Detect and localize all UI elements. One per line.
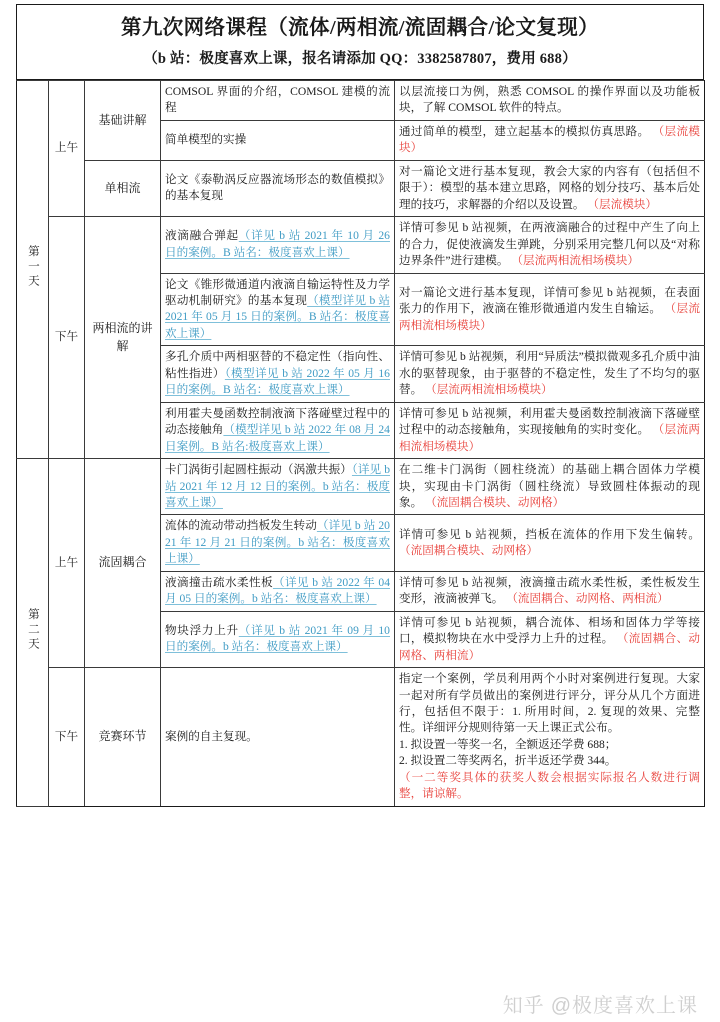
topic-cell-single-phase <box>85 160 161 216</box>
item-text: 物块浮力上升 <box>165 623 239 637</box>
halfday-cell-morning-day1 <box>49 81 85 217</box>
item-link[interactable]: （详见 b 站 2021 年 09 月 10 日的案例。b 站名：极度喜欢上课） <box>165 623 390 654</box>
desc-text: 详情可参见 b 站视频，挡板在流体的作用下发生偏转。 <box>399 527 700 541</box>
item-text: 论文《泰勒涡反应器流场形态的数值模拟》的基本复现 <box>165 173 390 203</box>
item-link[interactable]: （详见 b 站 2021 年 10 月 26 日的案例。B 站名：极度喜欢上课） <box>165 229 390 259</box>
desc-cell <box>395 611 705 667</box>
table-row <box>17 459 705 515</box>
day-label: 第二天 <box>26 607 40 652</box>
day-label: 第一天 <box>26 244 40 289</box>
desc-cell <box>395 668 705 807</box>
table-row <box>17 668 705 807</box>
page-title: 第九次网络课程（流体/两相流/流固耦合/论文复现） <box>120 16 600 39</box>
item-cell <box>161 81 395 121</box>
item-cell <box>161 217 395 273</box>
halfday-cell-afternoon-day2 <box>49 668 85 807</box>
item-cell <box>161 160 395 216</box>
desc-text: 以层流接口为例，熟悉 COMSOL 的操作界面以及功能板块，了解 COMSOL 软件的特点。 <box>399 85 700 115</box>
module-tag: （流固耦合模块、动网格） <box>425 495 565 509</box>
halfday-label: 上午 <box>54 555 79 569</box>
module-tag: （层流模块） <box>587 197 657 211</box>
table-row <box>17 81 705 121</box>
module-tag: （层流两相流相场模块） <box>425 383 553 397</box>
halfday-label: 下午 <box>54 330 79 344</box>
item-text: COMSOL 界面的介绍，COMSOL 建模的流程 <box>165 85 390 115</box>
day-cell-day1 <box>17 81 49 459</box>
page-subtitle: （b 站：极度喜欢上课，报名请添加 QQ：3382587807，费用 688） <box>143 51 577 68</box>
item-cell <box>161 346 395 402</box>
desc-cell <box>395 515 705 571</box>
document-header <box>16 4 704 80</box>
item-text: 利用霍夫曼函数控制液滴下落碰壁过程中的动态接触角 <box>165 406 390 437</box>
desc-cell <box>395 402 705 458</box>
desc-text: 详情可参见 b 站视频，利用“异质法”模拟微观多孔介质中油水的驱替现象，由于驱替的不稳定性，发生了不均匀的驱替。 <box>399 350 700 397</box>
module-tag: （层流两相流相场模块） <box>399 423 700 453</box>
desc-cell <box>395 273 705 346</box>
module-tag: （一二等奖具体的获奖人数会根据实际报名人数进行调整，请谅解。 <box>399 770 700 801</box>
desc-cell <box>395 346 705 402</box>
watermark <box>503 989 698 1018</box>
item-link[interactable]: （详见 b 站 2021 年 12 月 21 日的案例。b 站名：极度喜欢上课） <box>165 519 390 566</box>
topic-cell-basic <box>85 81 161 161</box>
item-text: 液滴撞击疏水柔性板 <box>165 575 273 589</box>
topic-label: 单相流 <box>104 180 141 195</box>
desc-text: 对一篇论文进行基本复现，教会大家的内容有（包括但不限于）：模型的基本建立思路，网格的划分技巧、基本后处理的技巧，求解器的介绍以及设置。 <box>399 164 700 211</box>
topic-label: 两相流的讲解 <box>92 321 153 353</box>
module-tag: （层流模块） <box>399 124 700 155</box>
item-text: 论文《锥形微通道内液滴自输运特性及力学驱动机制研究》的基本复现 <box>165 277 390 307</box>
desc-text: 详情可参见 b 站视频，利用霍夫曼函数控制液滴下落碰壁过程中的动态接触角，实现接触角的实时变化。 <box>399 406 700 437</box>
item-text: 流体的流动带动挡板发生转动 <box>165 519 317 533</box>
desc-paragraph-2: 1. 拟设置一等奖一名，全额返还学费 688； <box>399 737 617 751</box>
item-cell <box>161 571 395 611</box>
item-text: 简单模型的实操 <box>165 133 247 147</box>
desc-cell <box>395 459 705 515</box>
module-tag: （层流两相流相场模块） <box>399 302 700 332</box>
item-text: 多孔介质中两相驱替的不稳定性（指向性、粘性指进） <box>165 350 390 380</box>
topic-cell-two-phase <box>85 217 161 459</box>
item-cell <box>161 611 395 667</box>
item-link[interactable]: （详见 b 站 2022 年 04 月 05 日的案例。b 站名：极度喜欢上课） <box>165 575 390 606</box>
topic-label: 流固耦合 <box>98 555 147 570</box>
table-row <box>17 160 705 216</box>
item-text: 液滴融合弹起 <box>165 229 239 243</box>
halfday-cell-afternoon-day1 <box>49 217 85 459</box>
desc-paragraph-3: 2. 拟设置二等奖两名，折半返还学费 344。 <box>399 754 617 768</box>
module-tag: （流固耦合模块、动网格） <box>399 544 539 558</box>
desc-text: 详情可参见 b 站视频，液滴撞击疏水柔性板，柔性板发生变形，液滴被弹飞。 <box>399 575 700 606</box>
topic-label: 竞赛环节 <box>98 729 147 744</box>
item-text: 案例的自主复现。 <box>165 729 258 743</box>
module-tag: （流固耦合、动网格、两相流） <box>399 632 700 662</box>
item-cell <box>161 459 395 515</box>
desc-cell <box>395 120 705 160</box>
desc-cell <box>395 217 705 273</box>
module-tag: （层流两相流相场模块） <box>511 254 639 268</box>
topic-label: 基础讲解 <box>98 112 147 127</box>
halfday-label: 下午 <box>54 729 79 743</box>
desc-text: 详情可参见 b 站视频，在两液滴融合的过程中产生了向上的合力，促使液滴发生弹跳，分别采用完整几何以及“对称边界条件”进行建模。 <box>399 221 700 268</box>
desc-cell <box>395 81 705 121</box>
item-cell <box>161 120 395 160</box>
item-link[interactable]: （模型详见 b 站 2021 年 05 月 15 日的案例。B 站名：极度喜欢上课） <box>165 293 390 340</box>
item-link[interactable]: （模型详见 b 站 2022 年 05 月 16 日的案例。B 站名：极度喜欢上课） <box>165 366 390 397</box>
desc-text: 在二维卡门涡街（圆柱绕流）的基础上耦合固体力学模块，实现由卡门涡街（圆柱绕流）导致圆柱体振动的现象。 <box>399 463 700 509</box>
table-row <box>17 217 705 273</box>
topic-cell-competition <box>85 668 161 807</box>
watermark-handle: @极度喜欢上课 <box>550 995 698 1017</box>
desc-cell <box>395 160 705 216</box>
desc-text: 通过简单的模型，建立起基本的模拟仿真思路。 <box>399 124 650 138</box>
desc-paragraph-1: 指定一个案例，学员利用两个小时对案例进行复现。大家一起对所有学员做出的案例进行评分，评分从几个方面进行，包括但不限于：1. 所用时间，2. 复现的效果、完整性。详细评分规则待第一天上课正式公布。 <box>399 672 700 735</box>
item-cell <box>161 402 395 458</box>
course-schedule-table <box>16 80 705 807</box>
day-cell-day2 <box>17 459 49 807</box>
watermark-logo: 知乎 <box>502 995 545 1017</box>
desc-cell <box>395 571 705 611</box>
item-link[interactable]: （模型详见 b 站 2022 年 08 月 24 日案例。B 站名:极度喜欢上课） <box>165 423 390 453</box>
item-cell <box>161 668 395 807</box>
halfday-cell-morning-day2 <box>49 459 85 668</box>
desc-text: 对一篇论文进行基本复现，详情可参见 b 站视频，在表面张力的作用下，液滴在锥形微通道内发生自输运。 <box>399 285 700 316</box>
halfday-label: 上午 <box>54 141 79 155</box>
item-text: 卡门涡街引起圆柱振动（涡激共振） <box>165 463 352 477</box>
item-cell <box>161 515 395 571</box>
desc-text: 详情可参见 b 站视频，耦合流体、相场和固体力学等接口，模拟物块在水中受浮力上升的过程。 <box>399 615 700 646</box>
topic-cell-fsi <box>85 459 161 668</box>
item-cell <box>161 273 395 346</box>
item-link[interactable]: （详见 b 站 2021 年 12 月 12 日的案例。b 站名：极度喜欢上课） <box>165 463 390 509</box>
module-tag: （流固耦合、动网格、两相流） <box>506 592 669 606</box>
